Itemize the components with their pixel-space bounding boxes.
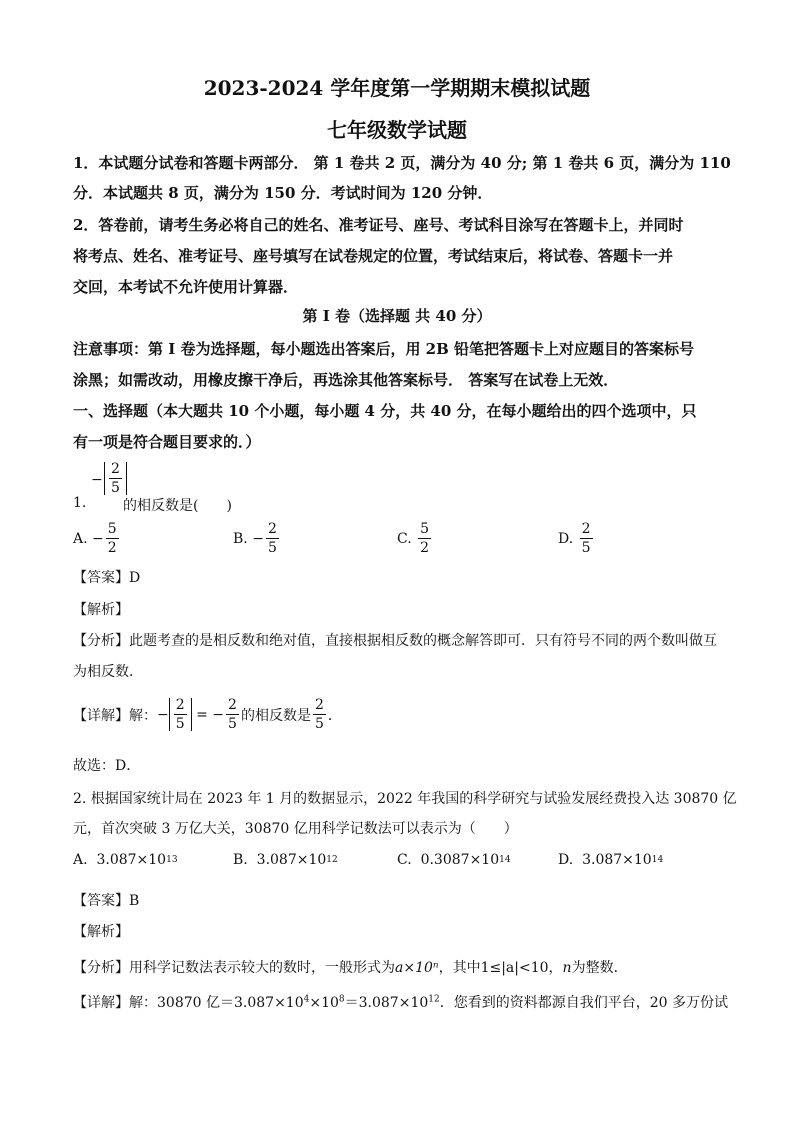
q2-option-c[interactable]: [397, 852, 511, 868]
part-heading-b: 有一项是符合题目要求的．）: [73, 433, 261, 451]
detail-tag: 【详解】: [73, 995, 129, 1011]
section-note-a: 注意事项：第 I 卷为选择题，每小题选出答案后，用 2B 铅笔把答题卡上对应题目的答案标号: [73, 340, 695, 358]
q1-number: 1.: [73, 495, 87, 511]
answer-tag: 【答案】: [73, 893, 129, 909]
option-exponent: 13: [166, 855, 178, 865]
detail-exp-1: 4: [303, 994, 310, 1005]
option-letter: D.: [558, 530, 574, 547]
detail-fraction-3: [313, 698, 326, 731]
detail-sign: −: [157, 706, 169, 723]
fenxi-n: n: [562, 960, 572, 976]
detail-end: ．: [327, 707, 342, 724]
detail-calc-1: 3.087×10: [234, 995, 304, 1011]
q2-stem-a: 2. 根据国家统计局在 2023 年 1 月的数据显示，2022 年我国的科学研究与试验发展经费投入达 30870 亿: [73, 791, 737, 807]
q2-detail: [73, 992, 728, 1012]
q1-abs-value: [104, 462, 127, 495]
q2-option-a[interactable]: [73, 852, 178, 868]
q1-stem-text: 的相反数是( ): [123, 498, 232, 514]
option-mantissa: 3.087×10: [582, 852, 652, 868]
answer-value: B: [129, 893, 140, 909]
section-note-b: 涂黑；如需改动，用橡皮擦干净后，再选涂其他答案标号． 答案写在试卷上无效．: [73, 371, 619, 389]
option-letter: A.: [73, 530, 88, 547]
option-mantissa: 3.087×10: [256, 852, 327, 868]
option-fraction: [106, 522, 119, 555]
detail-abs-value: [169, 698, 192, 731]
option-fraction: [266, 522, 279, 555]
detail-tag: 【详解】: [73, 707, 129, 724]
answer-value: D: [129, 570, 141, 586]
option-denominator: 2: [107, 540, 117, 556]
answer-tag: 【答案】: [73, 570, 129, 586]
fenxi-range: 1≤|a|<10: [480, 960, 549, 976]
section-title: 第 I 卷（选择题 共 40 分）: [302, 307, 492, 325]
option-sign: −: [252, 530, 264, 547]
detail-text: 解：30870 亿＝: [129, 995, 234, 1011]
q1-numerator: 2: [111, 461, 120, 477]
fenxi-tag: 【分析】: [73, 960, 129, 976]
instruction-1b: 分．本试题共 8 页，满分为 150 分．考试时间为 120 分钟．: [73, 184, 493, 202]
option-letter: C.: [397, 852, 412, 868]
option-exponent: 12: [326, 855, 338, 865]
detail-numerator: 2: [175, 697, 185, 713]
q1-conclusion: 故选：D．: [73, 758, 141, 774]
option-fraction: [580, 522, 593, 555]
q1-fenxi-b: 为相反数．: [73, 664, 143, 680]
option-letter: C.: [397, 530, 412, 547]
q1-option-c[interactable]: [397, 522, 433, 555]
q1-stem: [73, 461, 723, 514]
fenxi-text: 用科学记数法表示较大的数时，一般形式为: [129, 960, 395, 976]
detail-numerator-2: 2: [228, 697, 237, 713]
q1-sign: −: [91, 472, 103, 488]
option-exponent: 14: [499, 855, 511, 865]
exam-subtitle: 七年级数学试题: [327, 118, 467, 142]
detail-calc-3: ＝3.087×10: [344, 995, 429, 1011]
option-numerator: 5: [107, 521, 117, 537]
detail-denominator-3: 5: [314, 716, 324, 732]
instruction-2b: 将考点、姓名、准考证号、座号填写在试卷规定的位置，考试结束后，将试卷、答题卡一并: [73, 247, 674, 265]
detail-exp-3: 12: [428, 994, 440, 1005]
q1-option-d[interactable]: [558, 522, 595, 555]
detail-denominator-2: 5: [228, 716, 237, 732]
q1-option-b[interactable]: [233, 522, 281, 555]
option-numerator: 5: [420, 521, 430, 537]
q1-analysis-tag: 【解析】: [73, 602, 129, 618]
instruction-2a: 2．答卷前，请考生务必将自己的姓名、准考证号、座号、考试科目涂写在答题卡上，并同时: [73, 216, 684, 234]
option-mantissa: 0.3087×10: [420, 852, 500, 868]
option-mantissa: 3.087×10: [96, 852, 167, 868]
option-denominator: 5: [267, 540, 277, 556]
fenxi-end: 为整数．: [571, 960, 628, 976]
option-letter: A.: [73, 852, 88, 868]
instruction-1a: 1．本试题分试卷和答题卡两部分． 第 1 卷共 2 页，满分为 40 分; 第 1 卷共 6 页，满分为 110: [73, 154, 731, 172]
detail-equals: = −: [191, 706, 225, 723]
part-heading-a: 一、选择题（本大题共 10 个小题，每小题 4 分，共 40 分，在每小题给出的四个选项中，只: [73, 402, 697, 420]
detail-prefix: 解：: [129, 707, 157, 724]
option-numerator: 2: [581, 521, 591, 537]
instruction-2c: 交回，本考试不允许使用计算器．: [73, 278, 299, 296]
q2-analysis-tag: 【解析】: [73, 924, 129, 940]
q1-denominator: 5: [111, 480, 120, 496]
option-denominator: 5: [581, 540, 591, 556]
detail-numerator-3: 2: [314, 697, 324, 713]
q2-stem-b: 元，首次突破 3 万亿大关，30870 亿用科学记数法可以表示为（ ）: [73, 821, 518, 837]
detail-calc-2: ×10: [309, 995, 339, 1011]
fenxi-form: a×10ⁿ: [395, 960, 439, 976]
q1-option-a[interactable]: [73, 522, 121, 555]
exam-title: 2023-2024 学年度第一学期期末模拟试题: [203, 76, 591, 100]
option-fraction: [418, 522, 431, 555]
detail-fraction: [174, 698, 187, 731]
option-letter: B.: [233, 530, 248, 547]
q2-option-d[interactable]: [558, 852, 663, 868]
detail-tail: ．您看到的资料都源自我们平台，20 多万份试: [439, 995, 728, 1011]
option-sign: −: [92, 530, 104, 547]
q1-fenxi-a: [73, 630, 723, 650]
fenxi-sep: ，: [548, 960, 563, 976]
q1-detail: [73, 698, 342, 731]
q1-answer: [73, 567, 723, 587]
fenxi-text: 此题考查的是相反数和绝对值，直接根据相反数的概念解答即可．只有符号不同的两个数叫做互: [129, 633, 717, 649]
option-numerator: 2: [267, 521, 277, 537]
q2-option-b[interactable]: [233, 852, 338, 868]
q2-answer: [73, 890, 723, 910]
detail-exp-2: 8: [338, 994, 345, 1005]
option-exponent: 14: [651, 855, 664, 865]
detail-fraction-2: [226, 698, 239, 731]
option-letter: D.: [558, 852, 574, 868]
fenxi-tag: 【分析】: [73, 633, 129, 649]
option-letter: B.: [233, 852, 248, 868]
q1-fraction: [109, 462, 122, 495]
fenxi-mid: ，其中: [438, 960, 481, 976]
detail-mid: 的相反数是: [240, 707, 311, 724]
detail-denominator: 5: [175, 716, 185, 732]
q2-fenxi: [73, 957, 723, 977]
option-denominator: 2: [420, 540, 430, 556]
